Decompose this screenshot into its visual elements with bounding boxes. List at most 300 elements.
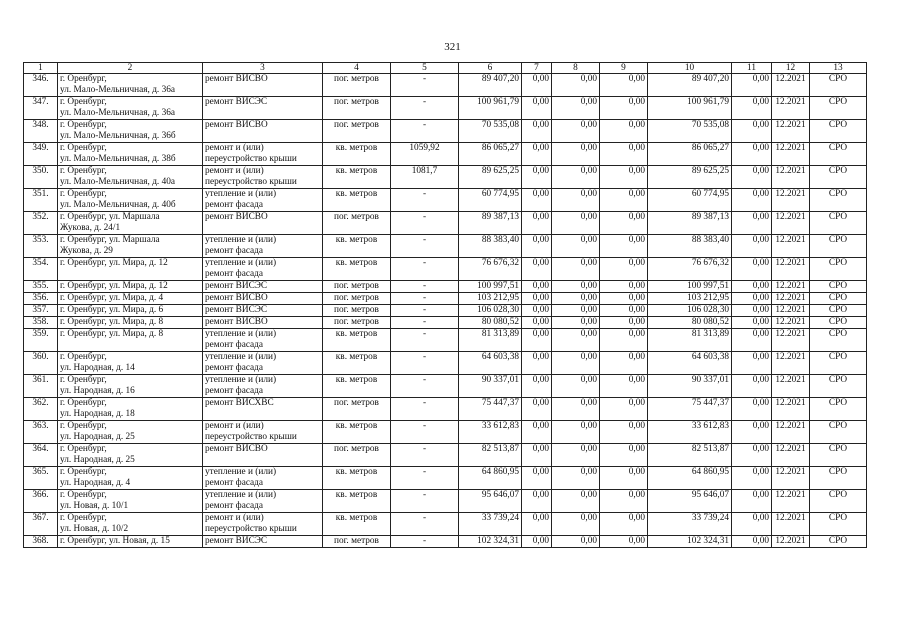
quantity-cell: - [391,352,459,375]
amount-cell: 75 447,37 [459,398,522,421]
source-cell: СРО [810,421,867,444]
work-type-cell: ремонт ВИСВО [203,74,323,97]
value-cell: 0,00 [552,305,600,317]
work-type-cell: утепление и (или) ремонт фасада [203,329,323,352]
total-cell: 60 774,95 [648,189,732,212]
total-cell: 89 407,20 [648,74,732,97]
date-cell: 12.2021 [772,329,810,352]
quantity-cell: - [391,329,459,352]
address-cell: г. Оренбург, ул. Новая, д. 10/2 [58,513,203,536]
value-cell: 0,00 [552,293,600,305]
value-cell: 0,00 [600,189,648,212]
amount-cell: 95 646,07 [459,490,522,513]
value-cell: 0,00 [522,352,552,375]
table-row [24,329,867,352]
total-cell: 95 646,07 [648,490,732,513]
amount-cell: 103 212,95 [459,293,522,305]
unit-cell: кв. метров [323,329,391,352]
value-cell: 0,00 [552,97,600,120]
total-cell: 75 447,37 [648,398,732,421]
row-number: 367. [24,513,58,536]
work-type-cell: утепление и (или) ремонт фасада [203,467,323,490]
value-cell: 0,00 [732,166,772,189]
value-cell: 0,00 [522,467,552,490]
unit-cell: кв. метров [323,513,391,536]
source-cell: СРО [810,467,867,490]
value-cell: 0,00 [522,490,552,513]
row-number: 361. [24,375,58,398]
date-cell: 12.2021 [772,143,810,166]
value-cell: 0,00 [552,235,600,258]
column-header: 13 [810,63,867,74]
address-cell: г. Оренбург, ул. Мира, д. 4 [58,293,203,305]
value-cell: 0,00 [600,293,648,305]
column-header: 11 [732,63,772,74]
date-cell: 12.2021 [772,421,810,444]
value-cell: 0,00 [552,281,600,293]
value-cell: 0,00 [600,421,648,444]
value-cell: 0,00 [600,467,648,490]
value-cell: 0,00 [522,513,552,536]
table-row [24,421,867,444]
source-cell: СРО [810,305,867,317]
quantity-cell: - [391,258,459,281]
value-cell: 0,00 [600,120,648,143]
row-number: 358. [24,317,58,329]
row-number: 364. [24,444,58,467]
work-type-cell: утепление и (или) ремонт фасада [203,258,323,281]
total-cell: 33 612,83 [648,421,732,444]
unit-cell: кв. метров [323,421,391,444]
unit-cell: пог. метров [323,212,391,235]
value-cell: 0,00 [522,143,552,166]
date-cell: 12.2021 [772,467,810,490]
row-number: 352. [24,212,58,235]
row-number: 351. [24,189,58,212]
total-cell: 89 387,13 [648,212,732,235]
value-cell: 0,00 [522,536,552,548]
date-cell: 12.2021 [772,317,810,329]
total-cell: 70 535,08 [648,120,732,143]
value-cell: 0,00 [600,398,648,421]
work-type-cell: ремонт ВИСХВС [203,398,323,421]
quantity-cell: - [391,293,459,305]
source-cell: СРО [810,293,867,305]
work-type-cell: ремонт и (или) переустройство крыши [203,421,323,444]
total-cell: 33 739,24 [648,513,732,536]
value-cell: 0,00 [522,74,552,97]
value-cell: 0,00 [552,467,600,490]
value-cell: 0,00 [732,258,772,281]
work-type-cell: ремонт и (или) переустройство крыши [203,166,323,189]
value-cell: 0,00 [522,375,552,398]
amount-cell: 80 080,52 [459,317,522,329]
address-cell: г. Оренбург, ул. Мира, д. 8 [58,317,203,329]
value-cell: 0,00 [600,317,648,329]
address-cell: г. Оренбург, ул. Мало-Мельничная, д. 40б [58,189,203,212]
amount-cell: 64 860,95 [459,467,522,490]
value-cell: 0,00 [732,513,772,536]
page-number: 321 [444,41,461,53]
value-cell: 0,00 [600,235,648,258]
amount-cell: 102 324,31 [459,536,522,548]
amount-cell: 81 313,89 [459,329,522,352]
quantity-cell: - [391,444,459,467]
value-cell: 0,00 [732,421,772,444]
value-cell: 0,00 [522,398,552,421]
address-cell: г. Оренбург, ул. Маршала Жукова, д. 29 [58,235,203,258]
source-cell: СРО [810,317,867,329]
address-cell: г. Оренбург, ул. Народная, д. 16 [58,375,203,398]
work-type-cell: ремонт ВИСВО [203,444,323,467]
unit-cell: кв. метров [323,352,391,375]
value-cell: 0,00 [600,166,648,189]
value-cell: 0,00 [732,444,772,467]
unit-cell: кв. метров [323,143,391,166]
value-cell: 0,00 [732,352,772,375]
value-cell: 0,00 [522,235,552,258]
row-number: 366. [24,490,58,513]
table-row [24,189,867,212]
amount-cell: 106 028,30 [459,305,522,317]
quantity-cell: - [391,467,459,490]
column-header: 4 [323,63,391,74]
unit-cell: кв. метров [323,258,391,281]
address-cell: г. Оренбург, ул. Мира, д. 6 [58,305,203,317]
value-cell: 0,00 [552,189,600,212]
address-cell: г. Оренбург, ул. Народная, д. 25 [58,421,203,444]
table-row [24,305,867,317]
date-cell: 12.2021 [772,97,810,120]
source-cell: СРО [810,375,867,398]
table-row [24,293,867,305]
row-number: 346. [24,74,58,97]
total-cell: 76 676,32 [648,258,732,281]
value-cell: 0,00 [522,189,552,212]
table-body [24,74,867,548]
value-cell: 0,00 [522,293,552,305]
address-cell: г. Оренбург, ул. Мало-Мельничная, д. 36а [58,97,203,120]
table-row [24,120,867,143]
row-number: 360. [24,352,58,375]
unit-cell: пог. метров [323,398,391,421]
amount-cell: 64 603,38 [459,352,522,375]
value-cell: 0,00 [732,467,772,490]
date-cell: 12.2021 [772,258,810,281]
source-cell: СРО [810,536,867,548]
table-row [24,212,867,235]
unit-cell: кв. метров [323,375,391,398]
unit-cell: пог. метров [323,536,391,548]
row-number: 359. [24,329,58,352]
value-cell: 0,00 [732,189,772,212]
work-type-cell: утепление и (или) ремонт фасада [203,490,323,513]
table-row [24,490,867,513]
source-cell: СРО [810,166,867,189]
source-cell: СРО [810,398,867,421]
amount-cell: 70 535,08 [459,120,522,143]
date-cell: 12.2021 [772,444,810,467]
address-cell: г. Оренбург, ул. Новая, д. 10/1 [58,490,203,513]
row-number: 348. [24,120,58,143]
value-cell: 0,00 [732,398,772,421]
table-row [24,74,867,97]
date-cell: 12.2021 [772,166,810,189]
table-row [24,375,867,398]
column-header: 2 [58,63,203,74]
work-type-cell: утепление и (или) ремонт фасада [203,235,323,258]
value-cell: 0,00 [552,444,600,467]
value-cell: 0,00 [522,444,552,467]
work-type-cell: ремонт ВИСЭС [203,281,323,293]
amount-cell: 100 997,51 [459,281,522,293]
work-type-cell: утепление и (или) ремонт фасада [203,375,323,398]
unit-cell: пог. метров [323,317,391,329]
value-cell: 0,00 [552,143,600,166]
quantity-cell: - [391,189,459,212]
address-cell: г. Оренбург, ул. Мало-Мельничная, д. 38б [58,143,203,166]
value-cell: 0,00 [522,212,552,235]
row-number: 362. [24,398,58,421]
total-cell: 103 212,95 [648,293,732,305]
address-cell: г. Оренбург, ул. Маршала Жукова, д. 24/1 [58,212,203,235]
amount-cell: 90 337,01 [459,375,522,398]
value-cell: 0,00 [732,375,772,398]
address-cell: г. Оренбург, ул. Мало-Мельничная, д. 36б [58,120,203,143]
total-cell: 64 603,38 [648,352,732,375]
table-row [24,536,867,548]
table-row [24,317,867,329]
value-cell: 0,00 [522,258,552,281]
value-cell: 0,00 [732,120,772,143]
quantity-cell: - [391,97,459,120]
address-cell: г. Оренбург, ул. Новая, д. 15 [58,536,203,548]
row-number: 357. [24,305,58,317]
work-type-cell: ремонт ВИСЭС [203,536,323,548]
table-row [24,143,867,166]
work-type-cell: ремонт ВИСЭС [203,305,323,317]
amount-cell: 60 774,95 [459,189,522,212]
value-cell: 0,00 [732,329,772,352]
table-row [24,258,867,281]
amount-cell: 33 612,83 [459,421,522,444]
value-cell: 0,00 [552,490,600,513]
amount-cell: 89 407,20 [459,74,522,97]
total-cell: 89 625,25 [648,166,732,189]
total-cell: 64 860,95 [648,467,732,490]
quantity-cell: - [391,317,459,329]
row-number: 353. [24,235,58,258]
date-cell: 12.2021 [772,513,810,536]
table-row [24,467,867,490]
total-cell: 86 065,27 [648,143,732,166]
unit-cell: кв. метров [323,189,391,212]
source-cell: СРО [810,444,867,467]
total-cell: 100 997,51 [648,281,732,293]
row-number: 356. [24,293,58,305]
quantity-cell: 1059,92 [391,143,459,166]
source-cell: СРО [810,97,867,120]
quantity-cell: 1081,7 [391,166,459,189]
amount-cell: 76 676,32 [459,258,522,281]
source-cell: СРО [810,212,867,235]
amount-cell: 100 961,79 [459,97,522,120]
table-row [24,352,867,375]
row-number: 363. [24,421,58,444]
value-cell: 0,00 [600,212,648,235]
date-cell: 12.2021 [772,536,810,548]
value-cell: 0,00 [522,305,552,317]
table-header-row [24,63,867,74]
unit-cell: пог. метров [323,281,391,293]
table-row [24,97,867,120]
date-cell: 12.2021 [772,293,810,305]
value-cell: 0,00 [600,74,648,97]
unit-cell: кв. метров [323,166,391,189]
work-type-cell: утепление и (или) ремонт фасада [203,189,323,212]
address-cell: г. Оренбург, ул. Народная, д. 25 [58,444,203,467]
value-cell: 0,00 [732,317,772,329]
unit-cell: пог. метров [323,74,391,97]
source-cell: СРО [810,513,867,536]
work-type-cell: утепление и (или) ремонт фасада [203,352,323,375]
value-cell: 0,00 [600,352,648,375]
work-type-cell: ремонт ВИСВО [203,317,323,329]
quantity-cell: - [391,398,459,421]
work-type-cell: ремонт ВИСВО [203,212,323,235]
date-cell: 12.2021 [772,189,810,212]
unit-cell: пог. метров [323,293,391,305]
quantity-cell: - [391,536,459,548]
works-table [23,62,867,548]
column-header: 3 [203,63,323,74]
unit-cell: пог. метров [323,120,391,143]
value-cell: 0,00 [552,212,600,235]
value-cell: 0,00 [522,317,552,329]
source-cell: СРО [810,352,867,375]
quantity-cell: - [391,421,459,444]
row-number: 347. [24,97,58,120]
column-header: 1 [24,63,58,74]
quantity-cell: - [391,74,459,97]
value-cell: 0,00 [600,513,648,536]
row-number: 365. [24,467,58,490]
address-cell: г. Оренбург, ул. Мало-Мельничная, д. 40а [58,166,203,189]
value-cell: 0,00 [552,317,600,329]
value-cell: 0,00 [522,120,552,143]
amount-cell: 89 387,13 [459,212,522,235]
date-cell: 12.2021 [772,235,810,258]
value-cell: 0,00 [732,143,772,166]
value-cell: 0,00 [732,536,772,548]
total-cell: 100 961,79 [648,97,732,120]
table-row [24,444,867,467]
source-cell: СРО [810,74,867,97]
quantity-cell: - [391,490,459,513]
unit-cell: кв. метров [323,235,391,258]
unit-cell: пог. метров [323,97,391,120]
value-cell: 0,00 [552,74,600,97]
work-type-cell: ремонт ВИСЭС [203,97,323,120]
total-cell: 88 383,40 [648,235,732,258]
row-number: 368. [24,536,58,548]
column-header: 9 [600,63,648,74]
work-type-cell: ремонт и (или) переустройство крыши [203,513,323,536]
value-cell: 0,00 [732,305,772,317]
date-cell: 12.2021 [772,305,810,317]
unit-cell: кв. метров [323,467,391,490]
row-number: 349. [24,143,58,166]
total-cell: 81 313,89 [648,329,732,352]
row-number: 355. [24,281,58,293]
address-cell: г. Оренбург, ул. Мира, д. 12 [58,258,203,281]
source-cell: СРО [810,143,867,166]
address-cell: г. Оренбург, ул. Мало-Мельничная, д. 36а [58,74,203,97]
value-cell: 0,00 [552,120,600,143]
quantity-cell: - [391,120,459,143]
address-cell: г. Оренбург, ул. Народная, д. 14 [58,352,203,375]
value-cell: 0,00 [600,490,648,513]
column-header: 12 [772,63,810,74]
value-cell: 0,00 [552,258,600,281]
date-cell: 12.2021 [772,281,810,293]
value-cell: 0,00 [600,536,648,548]
value-cell: 0,00 [552,421,600,444]
table-row [24,513,867,536]
source-cell: СРО [810,490,867,513]
table-row [24,166,867,189]
quantity-cell: - [391,235,459,258]
date-cell: 12.2021 [772,120,810,143]
total-cell: 80 080,52 [648,317,732,329]
value-cell: 0,00 [552,375,600,398]
amount-cell: 86 065,27 [459,143,522,166]
source-cell: СРО [810,281,867,293]
date-cell: 12.2021 [772,352,810,375]
date-cell: 12.2021 [772,375,810,398]
table-row [24,398,867,421]
date-cell: 12.2021 [772,398,810,421]
amount-cell: 33 739,24 [459,513,522,536]
address-cell: г. Оренбург, ул. Мира, д. 12 [58,281,203,293]
value-cell: 0,00 [600,258,648,281]
column-header: 10 [648,63,732,74]
column-header: 8 [552,63,600,74]
table-row [24,281,867,293]
value-cell: 0,00 [522,329,552,352]
unit-cell: пог. метров [323,444,391,467]
value-cell: 0,00 [600,444,648,467]
row-number: 354. [24,258,58,281]
value-cell: 0,00 [552,536,600,548]
value-cell: 0,00 [600,97,648,120]
value-cell: 0,00 [522,421,552,444]
work-type-cell: ремонт и (или) переустройство крыши [203,143,323,166]
quantity-cell: - [391,305,459,317]
work-type-cell: ремонт ВИСВО [203,120,323,143]
quantity-cell: - [391,212,459,235]
quantity-cell: - [391,513,459,536]
unit-cell: кв. метров [323,490,391,513]
value-cell: 0,00 [522,166,552,189]
total-cell: 106 028,30 [648,305,732,317]
amount-cell: 82 513,87 [459,444,522,467]
table-row [24,235,867,258]
value-cell: 0,00 [552,352,600,375]
total-cell: 90 337,01 [648,375,732,398]
unit-cell: пог. метров [323,305,391,317]
row-number: 350. [24,166,58,189]
